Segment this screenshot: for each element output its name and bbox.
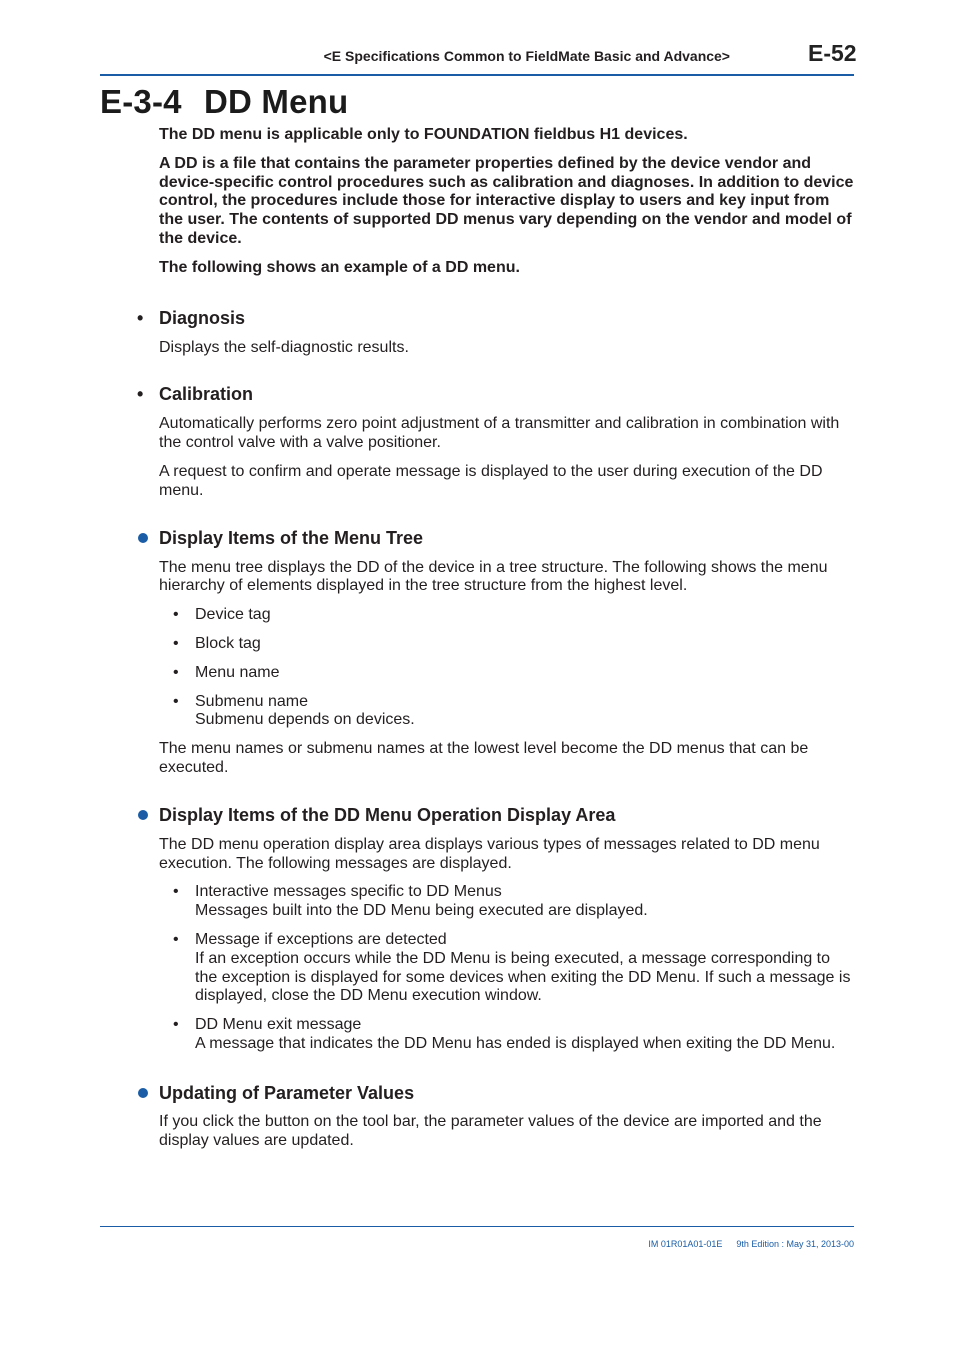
heading-menu-tree <box>159 528 854 548</box>
list-item <box>159 1016 854 1054</box>
edition-info: 9th Edition : May 31, 2013-00 <box>736 1239 854 1249</box>
list-item-label: Menu name <box>195 663 280 681</box>
heading-bullet-icon <box>138 810 148 820</box>
list-item-label: Message if exceptions are detected <box>195 930 447 948</box>
list-bullet: • <box>173 606 179 624</box>
list-bullet: • <box>173 930 179 948</box>
list-bullet: • <box>173 883 179 901</box>
header-rule <box>100 74 854 76</box>
document-id: IM 01R01A01-01E <box>648 1239 723 1249</box>
list-bullet: • <box>173 634 179 652</box>
list-item <box>159 883 854 921</box>
heading-operation-area <box>159 805 854 825</box>
page-footer <box>648 1239 854 1249</box>
bullet-mark: • <box>137 307 144 328</box>
list-item-label: DD Menu exit message <box>195 1016 362 1034</box>
section-number: E-3-4 <box>100 83 182 120</box>
menu-tree-note: The menu names or submenu names at the lowest level become the DD menus that can be executed. <box>159 740 809 776</box>
intro-paragraph: The DD menu is applicable only to FOUNDATION fieldbus H1 devices. <box>159 126 688 143</box>
list-item <box>159 635 854 654</box>
subheading-text: Diagnosis <box>159 307 246 328</box>
list-item-label: Device tag <box>195 606 271 624</box>
bullet-mark: • <box>137 384 144 405</box>
diagnosis-description: Displays the self-diagnostic results. <box>159 338 409 356</box>
list-item-detail: If an exception occurs while the DD Menu is being executed, a message corresponding to the exception is displayed for some devices when exiting the DD Menu. If such a message is displayed, close the DD Menu execution window. <box>195 949 851 1005</box>
subheading-calibration <box>137 384 854 405</box>
intro-paragraph: A DD is a file that contains the parameter properties defined by the device vendor and device-specific control procedures such as calibration and diagnoses. In addition to device control, the procedures include those for interactive display to users and key input from the user. The contents of supported DD menus vary depending on the vendor and model of the device. <box>159 154 854 247</box>
heading-bullet-icon <box>138 533 148 543</box>
list-item-detail: Messages built into the DD Menu being executed are displayed. <box>195 902 648 920</box>
list-item-detail: A message that indicates the DD Menu has ended is displayed when exiting the DD Menu. <box>195 1034 836 1052</box>
list-bullet: • <box>173 663 179 681</box>
subheading-diagnosis <box>137 307 854 328</box>
heading-updating <box>159 1083 854 1103</box>
page-body <box>137 126 854 1150</box>
footer-rule <box>100 1226 854 1227</box>
intro-paragraph: The following shows an example of a DD menu. <box>159 258 520 276</box>
list-item <box>159 606 854 625</box>
heading-text: Updating of Parameter Values <box>159 1082 415 1103</box>
list-item <box>159 664 854 683</box>
section-title-text: DD Menu <box>204 83 349 120</box>
menu-tree-description: The menu tree displays the DD of the device in a tree structure. The following shows the menu hierarchy of elements displayed in the tree structure from the highest level. <box>159 558 828 595</box>
list-bullet: • <box>173 692 179 710</box>
heading-text: Display Items of the DD Menu Operation Display Area <box>159 804 616 825</box>
updating-description: If you click the button on the tool bar, the parameter values of the device are imported and the display values are updated. <box>159 1112 822 1149</box>
calibration-paragraph: A request to confirm and operate message is displayed to the user during execution of the DD menu. <box>159 462 823 499</box>
list-bullet: • <box>173 1016 179 1034</box>
list-item-label: Interactive messages specific to DD Menus <box>195 883 502 901</box>
list-item-label: Block tag <box>195 634 261 652</box>
section-title <box>100 83 348 121</box>
page-number: E-52 <box>808 40 857 66</box>
list-item <box>159 931 854 1006</box>
heading-text: Display Items of the Menu Tree <box>159 527 424 548</box>
list-item-label: Submenu name <box>195 692 308 710</box>
subheading-text: Calibration <box>159 384 254 405</box>
list-item <box>159 693 854 731</box>
running-header: <E Specifications Common to FieldMate Basic and Advance> <box>323 48 730 64</box>
list-item-detail: Submenu depends on devices. <box>195 711 415 729</box>
operation-area-description: The DD menu operation display area displays various types of messages related to DD menu execution. The following messages are displayed. <box>159 835 820 872</box>
heading-bullet-icon <box>138 1088 148 1098</box>
calibration-paragraph: Automatically performs zero point adjustment of a transmitter and calibration in combination with the control valve with a valve positioner. <box>159 415 840 452</box>
